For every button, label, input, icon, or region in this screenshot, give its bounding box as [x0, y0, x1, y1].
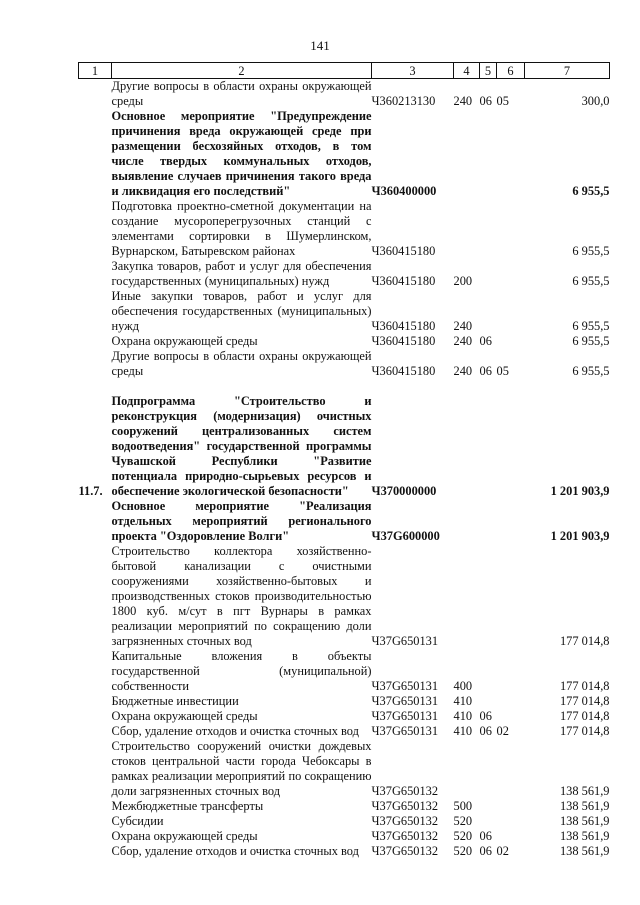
table-row: [79, 739, 610, 799]
row-name: Строительство сооружений очистки дождевых стоков центральной части города Чебоксары в рамках реализации мероприятий по сокращению доли загрязненных сточных вод: [111, 739, 372, 798]
row-number: [79, 79, 112, 110]
section: [480, 259, 497, 289]
header-col-1: 1: [79, 63, 112, 79]
row-amount: 138 561,9: [559, 829, 610, 843]
row-name: Межбюджетные трансферты: [111, 799, 264, 813]
row-name: Основное мероприятие "Реализация отдельных мероприятий регионального проекта "Оздоровление Волги": [111, 499, 372, 543]
expense-type: 410: [453, 724, 473, 738]
row-name: Капитальные вложения в объекты государственной (муниципальной) собственности: [111, 649, 372, 693]
target-code: Ч360415180: [371, 274, 436, 288]
target-code: Ч37G650131: [371, 694, 439, 708]
table-row: [79, 829, 610, 844]
expense-type: 240: [453, 364, 473, 378]
subsection: 05: [496, 364, 509, 378]
row-number: [79, 649, 112, 694]
row-amount: 138 561,9: [559, 844, 610, 858]
row-amount: 6 955,5: [572, 364, 610, 378]
table-row: [79, 289, 610, 334]
subsection: [497, 289, 525, 334]
target-code: Ч37G650131: [371, 679, 439, 693]
subsection: [497, 544, 525, 649]
row-amount: 138 561,9: [559, 784, 610, 798]
subsection: 05: [496, 94, 509, 108]
target-code: Ч37G650132: [371, 814, 439, 828]
table-row: [79, 649, 610, 694]
section: [480, 394, 497, 499]
expense-type: [454, 109, 480, 199]
expense-type: [454, 394, 480, 499]
expense-type: [454, 739, 480, 799]
row-amount: 177 014,8: [559, 694, 610, 708]
row-number: [79, 199, 112, 259]
row-number: [79, 694, 112, 709]
header-col-4: 4: [454, 63, 480, 79]
section: [480, 544, 497, 649]
header-col-7: 7: [525, 63, 610, 79]
expense-type: [454, 199, 480, 259]
row-number: [79, 799, 112, 814]
table-row: [79, 499, 610, 544]
target-code: Ч37G650132: [371, 829, 439, 843]
expense-type: 240: [453, 334, 473, 348]
row-amount: 6 955,5: [572, 244, 610, 258]
section: [480, 289, 497, 334]
row-amount: 177 014,8: [559, 634, 610, 648]
target-code: Ч360213130: [371, 94, 436, 108]
row-number: [79, 259, 112, 289]
section: [480, 799, 497, 814]
subsection: [497, 739, 525, 799]
row-number: [79, 349, 112, 379]
section: [480, 199, 497, 259]
table-row: [79, 724, 610, 739]
budget-table: [78, 62, 610, 859]
subsection: [497, 799, 525, 814]
section: [480, 694, 497, 709]
subsection: [497, 709, 525, 724]
row-amount: 138 561,9: [559, 814, 610, 828]
row-amount: 300,0: [581, 94, 610, 108]
header-col-5: 5: [480, 63, 497, 79]
target-code: Ч37G650132: [371, 784, 439, 798]
subsection: [497, 394, 525, 499]
subsection: [497, 199, 525, 259]
subsection: [497, 694, 525, 709]
section: 06: [479, 334, 492, 348]
section: 06: [479, 364, 492, 378]
expense-type: [454, 544, 480, 649]
row-number: [79, 739, 112, 799]
target-code: Ч37G650131: [371, 634, 439, 648]
target-code: Ч360415180: [371, 319, 436, 333]
row-number: [79, 499, 112, 544]
table-row: [79, 109, 610, 199]
row-number: [79, 289, 112, 334]
row-name: Другие вопросы в области охраны окружающей среды: [111, 349, 372, 378]
expense-type: 400: [453, 679, 473, 693]
row-amount: 177 014,8: [559, 724, 610, 738]
table-row: [79, 199, 610, 259]
expense-type: 520: [453, 814, 473, 828]
row-amount: 138 561,9: [559, 799, 610, 813]
table-row: [79, 694, 610, 709]
section-spacer: [79, 379, 610, 394]
row-number: [79, 109, 112, 199]
section: [480, 109, 497, 199]
target-code: Ч360415180: [371, 334, 436, 348]
header-col-3: 3: [372, 63, 454, 79]
row-number: [79, 709, 112, 724]
section: 06: [479, 844, 492, 858]
table-row: [79, 844, 610, 859]
subsection: [497, 259, 525, 289]
row-amount: 6 955,5: [572, 184, 610, 198]
row-name: Сбор, удаление отходов и очистка сточных вод: [111, 844, 359, 858]
row-amount: 1 201 903,9: [550, 484, 610, 498]
expense-type: 500: [453, 799, 473, 813]
page-number: 141: [310, 38, 330, 53]
subsection: 02: [496, 844, 509, 858]
target-code: Ч360400000: [371, 184, 437, 198]
table-row: [79, 79, 610, 110]
section: 06: [479, 94, 492, 108]
subsection: [497, 109, 525, 199]
row-name: Строительство коллектора хозяйственно-бытовой канализации с очистными сооружениями хозяйственно-бытовых и производственных стоков производительностью 1800 куб. м/сут в пгт Вурнары в рамках реализации мероприятий по сокращению доли загрязненных сточных вод: [111, 544, 372, 648]
section: [480, 499, 497, 544]
row-amount: 6 955,5: [572, 334, 610, 348]
subsection: 02: [496, 724, 509, 738]
subsection: [497, 334, 525, 349]
section: 06: [479, 709, 492, 723]
expense-type: 520: [453, 829, 473, 843]
section: [480, 739, 497, 799]
table-row: [79, 799, 610, 814]
row-name: Бюджетные инвестиции: [111, 694, 239, 708]
table-row: [79, 334, 610, 349]
table-body: [79, 79, 610, 860]
header-col-2: 2: [112, 63, 372, 79]
row-name: Иные закупки товаров, работ и услуг для обеспечения государственных (муниципальных) нужд: [111, 289, 372, 333]
expense-type: [454, 499, 480, 544]
row-name: Закупка товаров, работ и услуг для обеспечения государственных (муниципальных) нужд: [111, 259, 372, 288]
expense-type: 240: [453, 319, 473, 333]
section: 06: [479, 829, 492, 843]
expense-type: 240: [453, 94, 473, 108]
row-name: Охрана окружающей среды: [111, 709, 258, 723]
table-row: [79, 394, 610, 499]
row-number: [79, 844, 112, 859]
table-row: [79, 349, 610, 379]
column-number-header: [79, 63, 610, 79]
row-name: Основное мероприятие "Предупреждение причинения вреда окружающей среде при размещении бесхозяйных отходов, в том числе твердых коммунальных отходов, выявление случаев причинения такого вреда и ликвидация его последствий": [111, 109, 372, 198]
target-code: Ч37G650131: [371, 709, 439, 723]
row-number: [79, 724, 112, 739]
expense-type: 200: [453, 274, 473, 288]
subsection: [497, 814, 525, 829]
row-name: Охрана окружающей среды: [111, 829, 258, 843]
target-code: Ч37G650131: [371, 724, 439, 738]
row-number: [79, 544, 112, 649]
table-row: [79, 544, 610, 649]
row-number: [79, 829, 112, 844]
subsection: [497, 499, 525, 544]
subsection: [497, 649, 525, 694]
row-name: Другие вопросы в области охраны окружающей среды: [111, 79, 372, 108]
target-code: Ч37G600000: [371, 529, 440, 543]
section: 06: [479, 724, 492, 738]
expense-type: 520: [453, 844, 473, 858]
row-name: Подпрограмма "Строительство и реконструкция (модернизация) очистных сооружений централизованных систем водоотведения" государственной программы Чувашской Республики "Развитие потенциала природно-сырьевых ресурсов и обеспечение экологической безопасности": [111, 394, 372, 498]
target-code: Ч370000000: [371, 484, 437, 498]
row-number: 11.7.: [78, 484, 103, 498]
expense-type: 410: [453, 709, 473, 723]
expense-type: 410: [453, 694, 473, 708]
target-code: Ч360415180: [371, 244, 436, 258]
target-code: Ч37G650132: [371, 844, 439, 858]
row-number: [79, 334, 112, 349]
row-name: Субсидии: [111, 814, 164, 828]
row-amount: 6 955,5: [572, 274, 610, 288]
table-row: [79, 709, 610, 724]
row-name: Охрана окружающей среды: [111, 334, 258, 348]
section: [480, 649, 497, 694]
row-name: Подготовка проектно-сметной документации на создание мусороперегрузочных станций с элементами сортировки в Шумерлинском, Вурнарском, Батыревском районах: [111, 199, 372, 258]
table-row: [79, 814, 610, 829]
table-row: [79, 259, 610, 289]
subsection: [497, 829, 525, 844]
row-amount: 6 955,5: [572, 319, 610, 333]
row-amount: 177 014,8: [559, 709, 610, 723]
target-code: Ч37G650132: [371, 799, 439, 813]
row-name: Сбор, удаление отходов и очистка сточных вод: [111, 724, 359, 738]
row-amount: 177 014,8: [559, 679, 610, 693]
row-number: [79, 814, 112, 829]
section: [480, 814, 497, 829]
target-code: Ч360415180: [371, 364, 436, 378]
row-amount: 1 201 903,9: [550, 529, 610, 543]
header-col-6: 6: [497, 63, 525, 79]
